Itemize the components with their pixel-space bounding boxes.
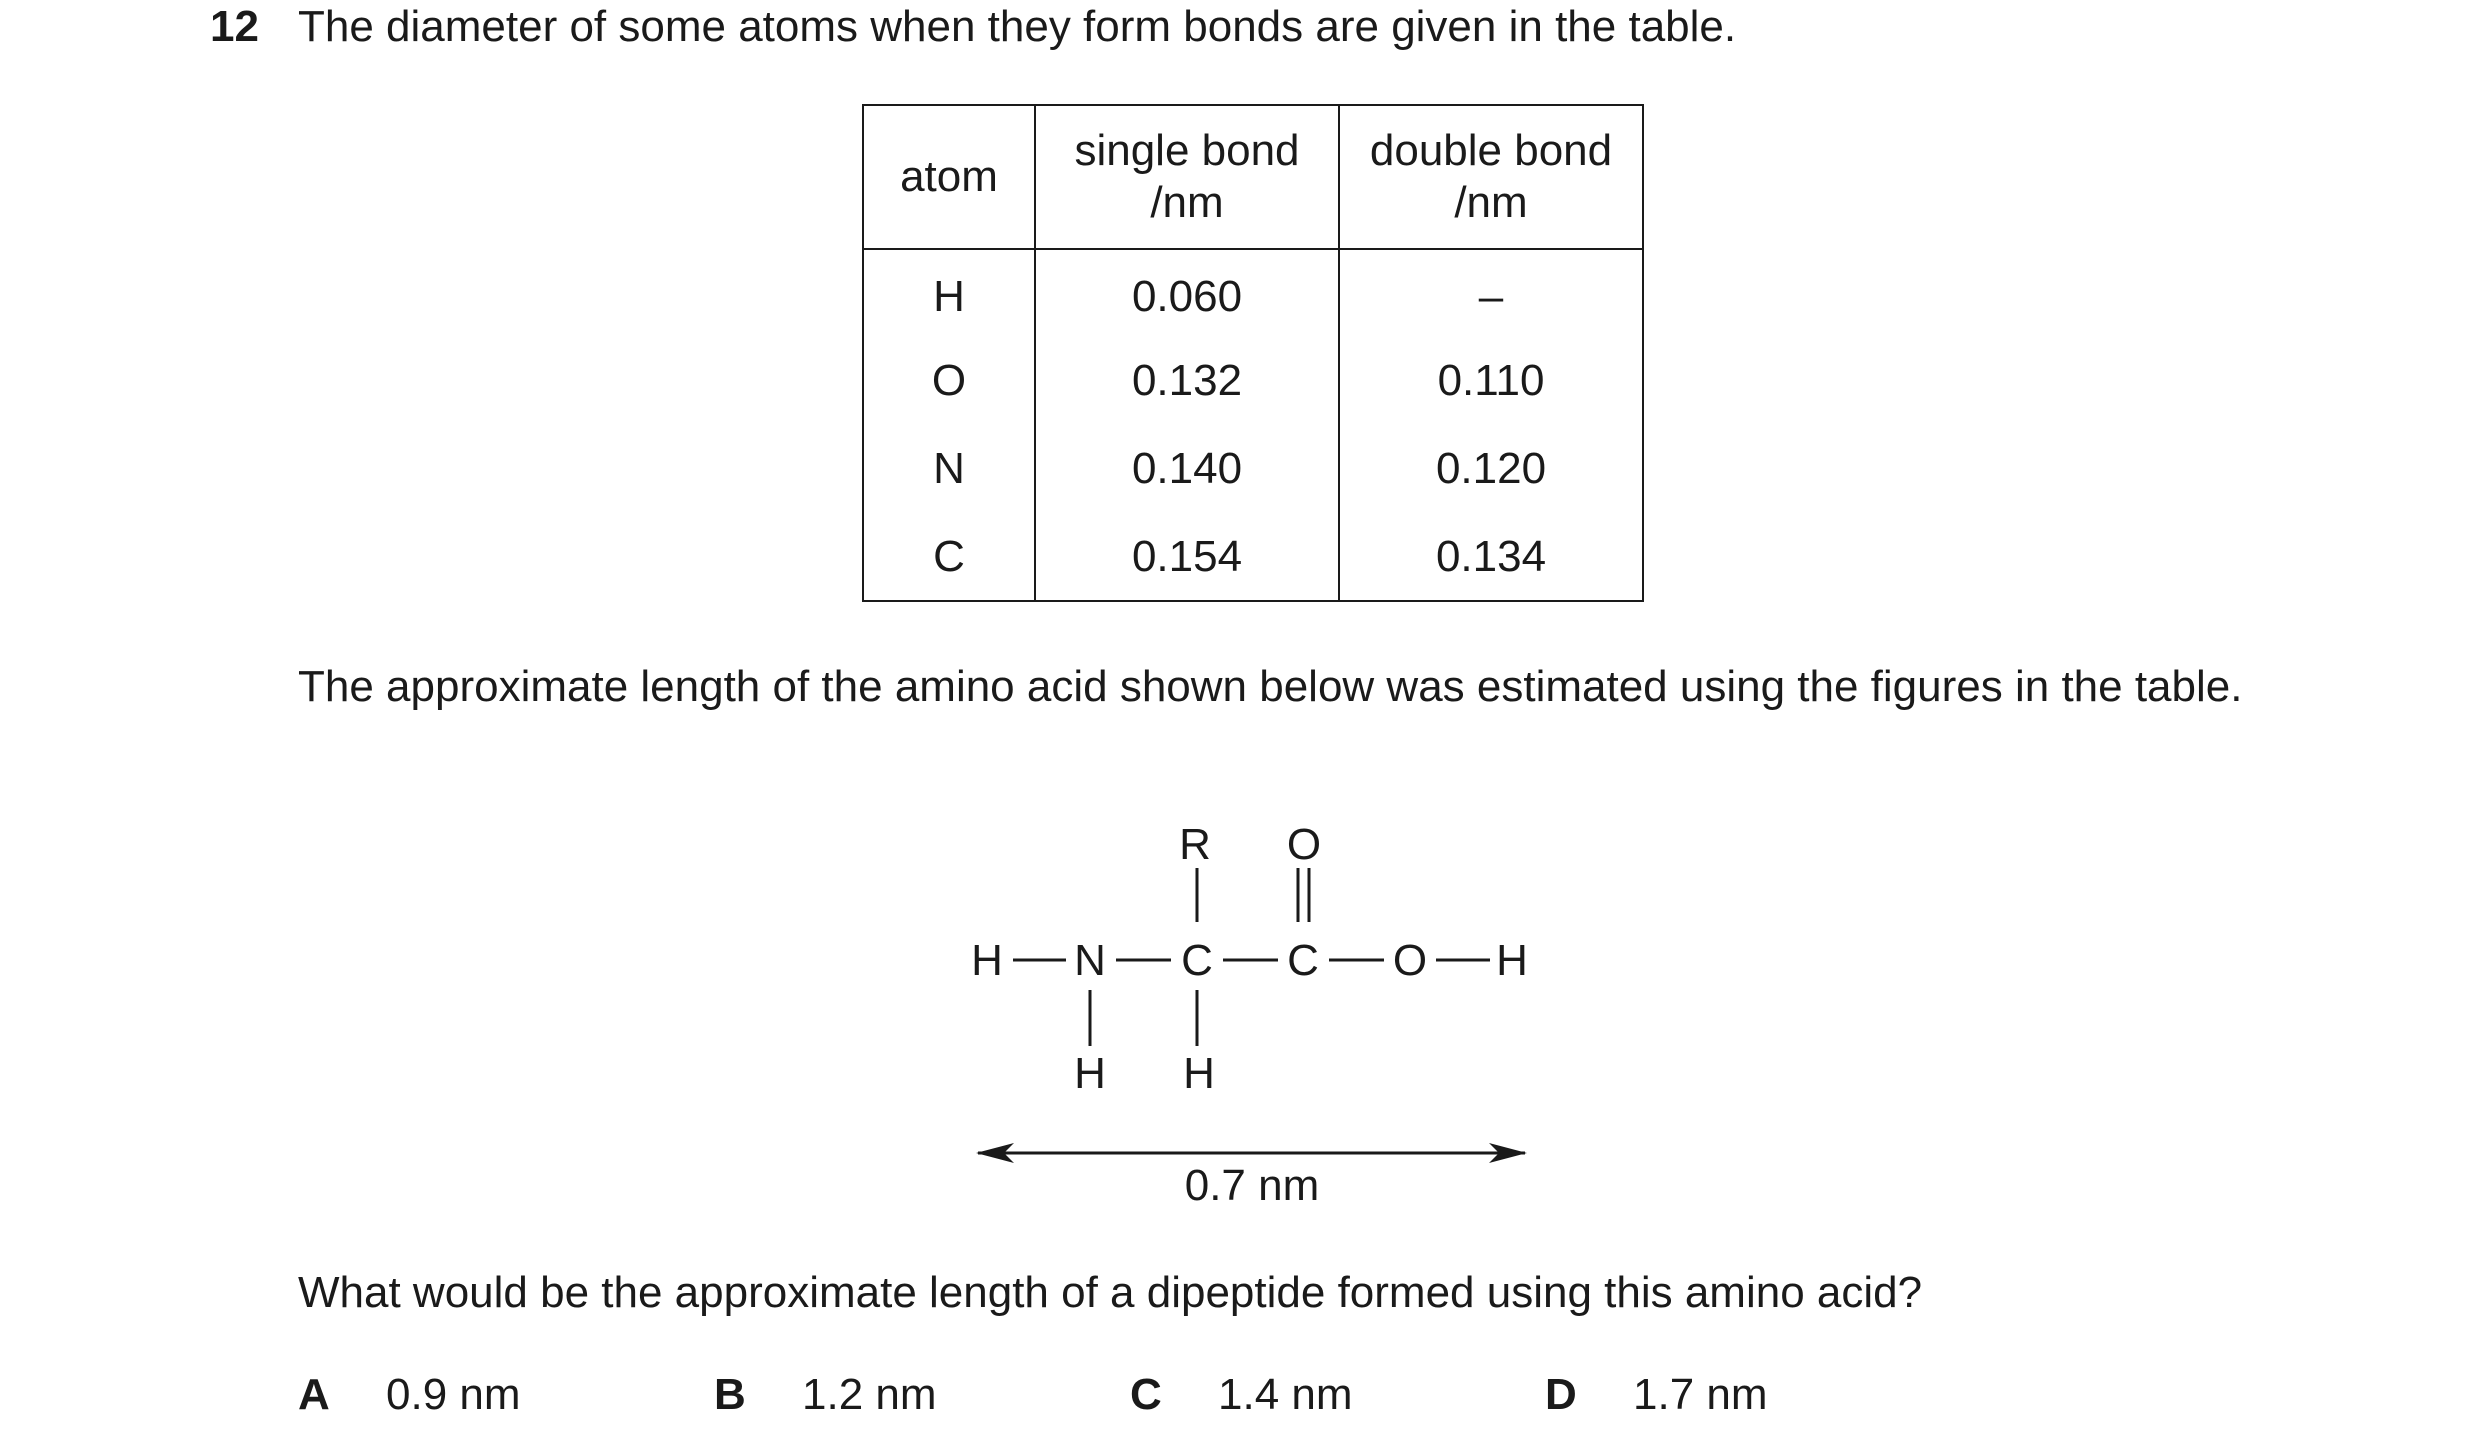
cell-double: 0.110 — [1339, 337, 1643, 425]
atom-c-carbonyl: C — [1287, 936, 1319, 985]
cell-double: 0.120 — [1339, 425, 1643, 513]
option-value: 0.9 nm — [386, 1370, 521, 1419]
atom-h-below-c: H — [1183, 1049, 1215, 1098]
option-value: 1.4 nm — [1218, 1370, 1353, 1419]
header-double-bond-unit: /nm — [1454, 178, 1528, 227]
option-letter: D — [1545, 1370, 1577, 1419]
cell-double: – — [1339, 249, 1643, 337]
header-double-bond-label: double bond — [1369, 126, 1613, 175]
option-d[interactable] — [1545, 1370, 1768, 1420]
atom-o-hydroxyl: O — [1392, 936, 1428, 985]
option-value: 1.2 nm — [802, 1370, 937, 1419]
atom-n: N — [1074, 936, 1106, 985]
amino-acid-paragraph: The approximate length of the amino acid shown below was estimated using the figures in the table. — [298, 662, 2243, 711]
option-c[interactable] — [1130, 1370, 1353, 1420]
atom-o-top: O — [1286, 820, 1322, 869]
atom-h-below-n: H — [1074, 1049, 1106, 1098]
question-number: 12 — [210, 2, 259, 51]
cell-atom: O — [863, 337, 1035, 425]
cell-single: 0.060 — [1035, 249, 1339, 337]
cell-single: 0.154 — [1035, 513, 1339, 601]
question-text: The diameter of some atoms when they form bonds are given in the table. — [298, 2, 1737, 51]
cell-single: 0.132 — [1035, 337, 1339, 425]
option-a[interactable] — [298, 1370, 521, 1420]
option-value: 1.7 nm — [1633, 1370, 1768, 1419]
cell-double: 0.134 — [1339, 513, 1643, 601]
option-letter: C — [1130, 1370, 1162, 1419]
header-atom: atom — [863, 105, 1035, 249]
option-letter: B — [714, 1370, 746, 1419]
length-label: 0.7 nm — [1184, 1161, 1320, 1210]
atom-c-alpha: C — [1181, 936, 1213, 985]
option-letter: A — [298, 1370, 330, 1419]
dipeptide-question: What would be the approximate length of a dipeptide formed using this amino acid? — [298, 1268, 1923, 1317]
atom-h-right: H — [1496, 936, 1528, 985]
option-b[interactable] — [714, 1370, 937, 1420]
atom-r: R — [1179, 820, 1211, 869]
cell-atom: C — [863, 513, 1035, 601]
cell-atom: N — [863, 425, 1035, 513]
header-single-bond-label: single bond — [1074, 126, 1300, 175]
header-single-bond-unit: /nm — [1150, 178, 1224, 227]
cell-single: 0.140 — [1035, 425, 1339, 513]
cell-atom: H — [863, 249, 1035, 337]
atom-h-left: H — [971, 936, 1003, 985]
